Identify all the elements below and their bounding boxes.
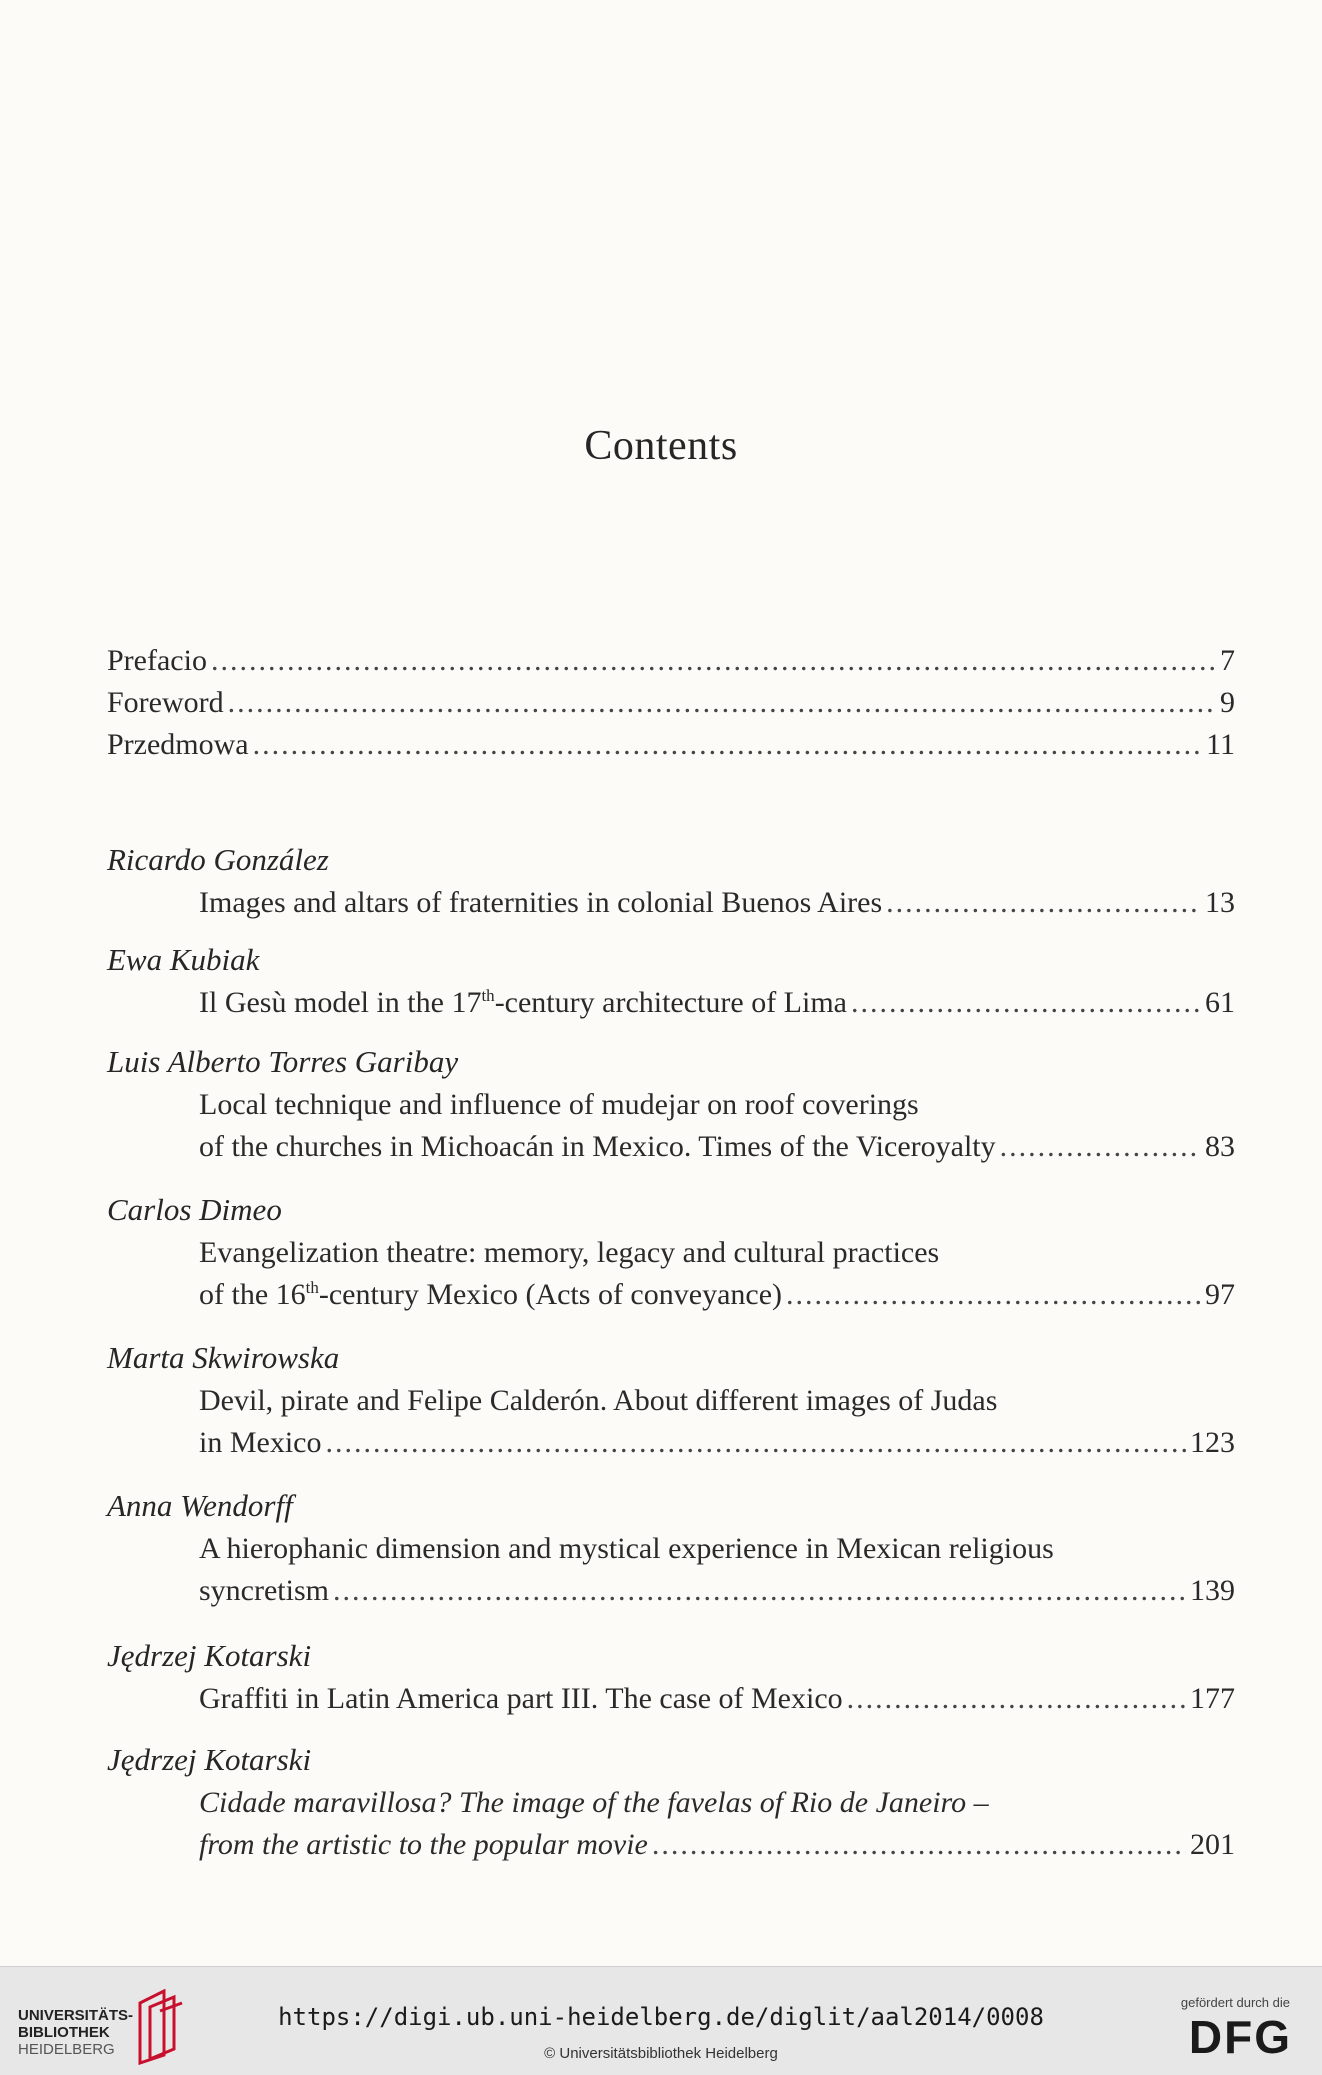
chapter-author: Luis Alberto Torres Garibay [107,1044,459,1079]
chapter-title-line: Local technique and influence of mudejar on roof coverings [199,1088,919,1121]
toc-entry-label: Foreword [107,686,224,719]
leader-dots [851,982,1201,1024]
chapter-author: Carlos Dimeo [107,1192,282,1227]
chapter-title-line: Evangelization theatre: memory, legacy and cultural practices [199,1236,940,1269]
chapter-title: of the 16th-century Mexico (Acts of conveyance) [199,1278,782,1311]
chapter-title-link[interactable] [199,1274,1235,1316]
chapter-entry [107,1738,1235,1866]
chapter-entry [107,938,1235,1024]
toc-page-number: 201 [1190,1828,1235,1861]
chapter-title-line: Devil, pirate and Felipe Calderón. About different images of Judas [199,1384,998,1417]
toc-page-number: 7 [1220,644,1235,677]
chapter-entry [107,838,1235,924]
chapter-title: from the artistic to the popular movie [199,1828,648,1861]
leader-dots [325,1422,1186,1464]
toc-page-number: 97 [1205,1278,1235,1311]
library-name[interactable]: UNIVERSITÄTS- BIBLIOTHEK HEIDELBERG [18,2007,134,2058]
toc-page-number: 9 [1220,686,1235,719]
dfg-logo-icon: DFG [1188,2011,1292,2063]
toc-entry-przedmowa[interactable] [107,724,1235,766]
chapter-entry [107,1634,1235,1720]
toc-page-number: 139 [1190,1574,1235,1607]
leader-dots [228,682,1216,724]
chapter-title-line: Cidade maravillosa? The image of the favelas of Rio de Janeiro – [199,1786,989,1819]
leader-dots [786,1274,1201,1316]
chapter-author: Ewa Kubiak [107,942,260,977]
chapter-title: syncretism [199,1574,329,1607]
toc-page-number: 83 [1205,1130,1235,1163]
toc-entry-label: Przedmowa [107,728,249,761]
toc-entry-label: Prefacio [107,644,207,677]
leader-dots [211,640,1216,682]
toc-page-number: 61 [1205,986,1235,1019]
copyright-notice: © Universitätsbibliothek Heidelberg [544,2045,778,2062]
chapter-title: Il Gesù model in the 17th-century architecture of Lima [199,986,847,1019]
chapter-title: in Mexico [199,1426,322,1459]
toc-entry-prefacio[interactable] [107,640,1235,682]
chapter-title-link[interactable] [199,1126,1235,1168]
page-title: Contents [584,423,738,469]
funded-by-label: gefördert durch die [1180,1995,1290,2010]
chapter-entry [107,1188,1235,1316]
chapter-author: Ricardo González [107,842,329,877]
chapter-author: Jędrzej Kotarski [107,1638,312,1673]
chapter-author: Anna Wendorff [107,1488,293,1523]
chapter-title-line: A hierophanic dimension and mystical experience in Mexican religious [199,1532,1054,1565]
leader-dots [333,1570,1186,1612]
toc-page-number: 11 [1206,728,1235,761]
toc-entry-foreword[interactable] [107,682,1235,724]
chapter-title-link[interactable] [199,1422,1235,1464]
chapter-title-link[interactable] [199,982,1235,1024]
front-matter-list [107,640,1235,766]
viewer-footer [0,1966,1322,2075]
leader-dots [847,1678,1186,1720]
leader-dots [886,882,1201,924]
chapter-entry [107,1336,1235,1464]
toc-page-number: 177 [1190,1682,1235,1715]
chapter-author: Marta Skwirowska [107,1340,340,1375]
permalink-url[interactable]: https://digi.ub.uni-heidelberg.de/diglit/aal2014/0008 [278,2003,1044,2031]
chapter-title-link[interactable] [199,1678,1235,1720]
toc-page-number: 123 [1190,1426,1235,1459]
leader-dots [253,724,1202,766]
leader-dots [1000,1126,1201,1168]
chapter-entry [107,1040,1235,1168]
chapter-title: of the churches in Michoacán in Mexico. Times of the Viceroyalty [199,1130,996,1163]
toc-page-number: 13 [1205,886,1235,919]
chapter-title-link[interactable] [199,1824,1235,1866]
chapter-title-link[interactable] [199,882,1235,924]
chapter-title: Images and altars of fraternities in colonial Buenos Aires [199,886,883,919]
chapter-author: Jędrzej Kotarski [107,1742,312,1777]
chapter-title-link[interactable] [199,1570,1235,1612]
chapter-title: Graffiti in Latin America part III. The case of Mexico [199,1682,843,1715]
leader-dots [652,1824,1186,1866]
chapter-entry [107,1484,1235,1612]
